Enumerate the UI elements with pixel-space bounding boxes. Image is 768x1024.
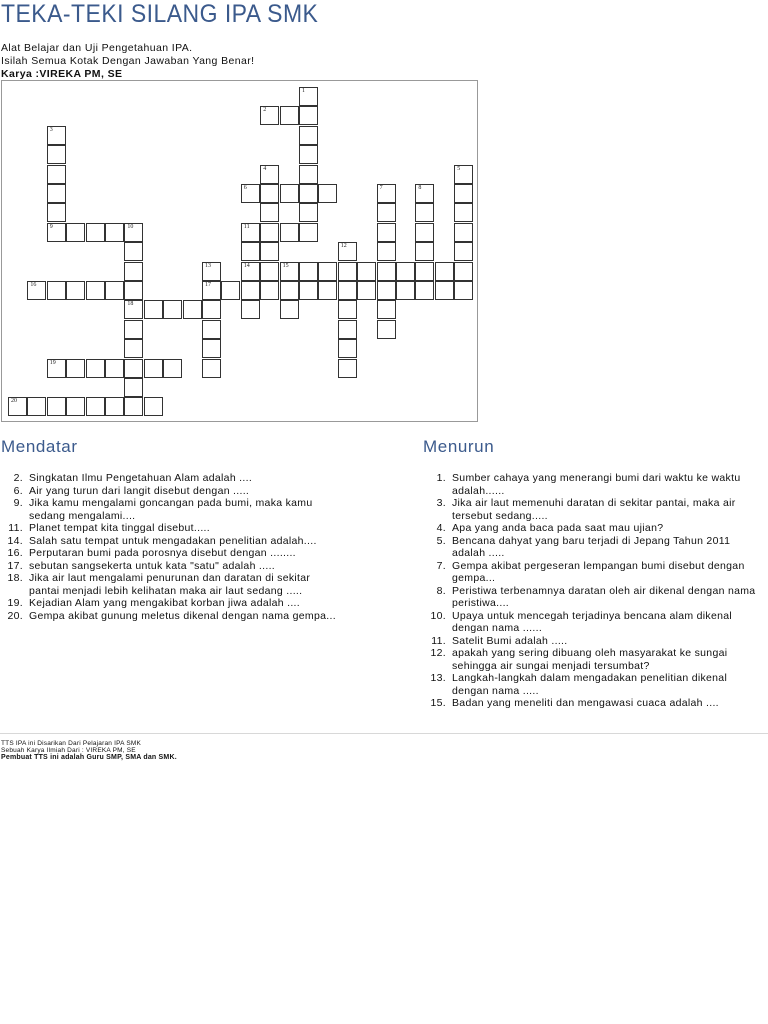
across-clue bbox=[0, 610, 342, 623]
down-clue bbox=[420, 697, 765, 710]
crossword-cell[interactable] bbox=[124, 223, 143, 242]
crossword-cell[interactable] bbox=[377, 300, 396, 319]
crossword-cell[interactable] bbox=[415, 203, 434, 222]
clue-text: Apa yang anda baca pada saat mau ujian? bbox=[452, 522, 664, 534]
crossword-cell[interactable] bbox=[124, 242, 143, 261]
crossword-cell[interactable] bbox=[299, 145, 318, 164]
crossword-cell[interactable] bbox=[396, 262, 415, 281]
down-clue-list bbox=[420, 472, 765, 710]
clue-number: 15. bbox=[430, 697, 446, 709]
cell-number: 4 bbox=[263, 165, 267, 172]
crossword-cell[interactable] bbox=[299, 184, 318, 203]
crossword-cell[interactable] bbox=[124, 262, 143, 281]
across-clue bbox=[0, 497, 342, 522]
across-clue bbox=[0, 547, 342, 560]
clue-text: Gempa akibat gunung meletus dikenal dengan nama gempa... bbox=[29, 609, 336, 622]
crossword-cell[interactable] bbox=[144, 300, 163, 319]
crossword-cell[interactable] bbox=[299, 281, 318, 300]
crossword-cell[interactable] bbox=[66, 281, 85, 300]
crossword-cell[interactable] bbox=[338, 300, 357, 319]
clue-text: Jika kamu mengalami goncangan pada bumi, maka kamu sedang mengalami.... bbox=[29, 497, 313, 522]
crossword-cell[interactable] bbox=[66, 359, 85, 378]
crossword-cell[interactable] bbox=[338, 339, 357, 358]
crossword-cell[interactable] bbox=[47, 126, 66, 145]
crossword-cell[interactable] bbox=[241, 242, 260, 261]
crossword-cell[interactable] bbox=[318, 281, 337, 300]
down-clue bbox=[420, 472, 765, 497]
crossword-cell[interactable] bbox=[241, 223, 260, 242]
clue-text: Kejadian Alam yang mengakibat korban jiwa adalah .... bbox=[29, 597, 300, 609]
across-clue bbox=[0, 560, 342, 573]
crossword-cell[interactable] bbox=[47, 184, 66, 203]
crossword-cell[interactable] bbox=[338, 359, 357, 378]
crossword-cell[interactable] bbox=[86, 397, 105, 416]
crossword-cell[interactable] bbox=[124, 359, 143, 378]
crossword-cell[interactable] bbox=[338, 262, 357, 281]
crossword-cell[interactable] bbox=[377, 203, 396, 222]
crossword-cell[interactable] bbox=[47, 281, 66, 300]
down-clue bbox=[420, 610, 765, 635]
down-clue bbox=[420, 497, 765, 522]
crossword-cell[interactable] bbox=[202, 262, 221, 281]
crossword-cell[interactable] bbox=[415, 281, 434, 300]
clue-number: 20. bbox=[7, 609, 23, 622]
crossword-cell[interactable] bbox=[299, 203, 318, 222]
crossword-cell[interactable] bbox=[280, 223, 299, 242]
crossword-cell[interactable] bbox=[280, 262, 299, 281]
clue-text: Upaya untuk mencegah terjadinya bencana alam dikenal dengan nama ...... bbox=[452, 609, 733, 634]
cell-number: 17 bbox=[205, 282, 211, 288]
clue-text: Badan yang meneliti dan mengawasi cuaca adalah .... bbox=[452, 697, 719, 709]
crossword-cell[interactable] bbox=[299, 106, 318, 125]
crossword-cell[interactable] bbox=[454, 203, 473, 222]
clue-number: 11. bbox=[8, 522, 23, 534]
clue-text: Singkatan Ilmu Pengetahuan Alam adalah .... bbox=[29, 472, 253, 484]
clue-text: Gempa akibat pergeseran lempangan bumi disebut dengan gempa... bbox=[452, 559, 745, 584]
footer-line-2: Sebuah Karya Ilmiah Dari : VIREKA PM, SE bbox=[1, 747, 136, 754]
clue-text: Peristiwa terbenamnya daratan oleh air dikenal dengan nama peristiwa.... bbox=[452, 584, 756, 609]
crossword-cell[interactable] bbox=[144, 359, 163, 378]
intro-line-1: Alat Belajar dan Uji Pengetahuan IPA. bbox=[1, 42, 193, 54]
crossword-cell[interactable] bbox=[202, 281, 221, 300]
crossword-cell[interactable] bbox=[202, 300, 221, 319]
crossword-cell[interactable] bbox=[260, 223, 279, 242]
crossword-cell[interactable] bbox=[377, 262, 396, 281]
across-heading: Mendatar bbox=[1, 437, 78, 456]
crossword-cell[interactable] bbox=[86, 359, 105, 378]
crossword-cell[interactable] bbox=[338, 242, 357, 261]
cell-number: 13 bbox=[205, 262, 211, 269]
crossword-cell[interactable] bbox=[86, 223, 105, 242]
crossword-cell[interactable] bbox=[260, 281, 279, 300]
clue-number: 6. bbox=[13, 484, 23, 497]
crossword-cell[interactable] bbox=[318, 262, 337, 281]
clue-number: 16. bbox=[7, 547, 23, 559]
clue-text: Air yang turun dari langit disebut dengan ..... bbox=[29, 484, 250, 497]
cell-number: 11 bbox=[243, 223, 250, 230]
crossword-cell[interactable] bbox=[299, 165, 318, 184]
cell-number: 18 bbox=[127, 301, 134, 308]
crossword-cell[interactable] bbox=[299, 126, 318, 145]
clue-text: Satelit Bumi adalah ..... bbox=[452, 634, 568, 647]
crossword-cell[interactable] bbox=[377, 184, 396, 203]
footer-divider bbox=[0, 733, 768, 734]
crossword-cell[interactable] bbox=[280, 184, 299, 203]
crossword-cell[interactable] bbox=[435, 281, 454, 300]
crossword-cell[interactable] bbox=[280, 300, 299, 319]
crossword-cell[interactable] bbox=[124, 281, 143, 300]
clue-number: 2. bbox=[13, 472, 23, 484]
crossword-cell[interactable] bbox=[454, 242, 473, 261]
clue-number: 8. bbox=[436, 584, 446, 597]
crossword-cell[interactable] bbox=[338, 281, 357, 300]
crossword-cell[interactable] bbox=[47, 145, 66, 164]
clue-text: apakah yang sering dibuang oleh masyarakat ke sungai sehingga air sungai menjadi tersumbat? bbox=[452, 647, 728, 672]
crossword-cell[interactable] bbox=[260, 262, 279, 281]
cell-number: 7 bbox=[379, 185, 383, 191]
crossword-cell[interactable] bbox=[454, 184, 473, 203]
crossword-cell[interactable] bbox=[202, 359, 221, 378]
crossword-cell[interactable] bbox=[86, 281, 105, 300]
crossword-cell[interactable] bbox=[377, 281, 396, 300]
crossword-cell[interactable] bbox=[105, 397, 124, 416]
clue-number: 5. bbox=[436, 534, 446, 547]
across-clue bbox=[0, 572, 342, 597]
crossword-cell[interactable] bbox=[260, 165, 279, 184]
intro-text bbox=[1, 42, 254, 81]
cell-number: 20 bbox=[11, 398, 17, 405]
clue-text: sebutan sangsekerta untuk kata "satu" adalah ..... bbox=[29, 559, 276, 572]
clue-text: Jika air laut memenuhi daratan di sekitar pantai, maka air tersebut sedang..... bbox=[452, 497, 736, 522]
clue-number: 19. bbox=[7, 597, 23, 609]
clue-number: 17. bbox=[7, 559, 23, 572]
crossword-cell[interactable] bbox=[105, 359, 124, 378]
crossword-cell[interactable] bbox=[415, 223, 434, 242]
crossword-cell[interactable] bbox=[124, 397, 143, 416]
cell-number: 15 bbox=[282, 262, 289, 269]
crossword-cell[interactable] bbox=[241, 262, 260, 281]
crossword-cell[interactable] bbox=[47, 165, 66, 184]
clue-number: 4. bbox=[436, 522, 446, 534]
across-clue bbox=[0, 535, 342, 548]
crossword-cell[interactable] bbox=[27, 281, 46, 300]
down-clue bbox=[420, 585, 765, 610]
down-clue bbox=[420, 535, 765, 560]
crossword-cell[interactable] bbox=[66, 223, 85, 242]
crossword-cell[interactable] bbox=[241, 300, 260, 319]
clue-number: 12. bbox=[430, 647, 446, 659]
clue-number: 11. bbox=[431, 634, 446, 647]
clue-number: 18. bbox=[7, 572, 23, 584]
clue-text: Salah satu tempat untuk mengadakan penelitian adalah.... bbox=[29, 534, 317, 547]
crossword-cell[interactable] bbox=[8, 397, 27, 416]
crossword-cell[interactable] bbox=[357, 262, 376, 281]
crossword-cell[interactable] bbox=[124, 339, 143, 358]
crossword-cell[interactable] bbox=[396, 281, 415, 300]
down-clue bbox=[420, 672, 765, 697]
crossword-cell[interactable] bbox=[338, 320, 357, 339]
down-clue bbox=[420, 647, 765, 672]
clue-number: 14. bbox=[7, 534, 23, 547]
crossword-cell[interactable] bbox=[377, 320, 396, 339]
crossword-cell[interactable] bbox=[202, 320, 221, 339]
cell-number: 19 bbox=[49, 359, 56, 366]
crossword-cell[interactable] bbox=[163, 300, 182, 319]
crossword-cell[interactable] bbox=[124, 320, 143, 339]
crossword-cell[interactable] bbox=[47, 397, 66, 416]
clue-number: 3. bbox=[436, 497, 446, 509]
clue-text: Langkah-langkah dalam mengadakan penelitian dikenal dengan nama ..... bbox=[452, 672, 728, 697]
crossword-cell[interactable] bbox=[260, 184, 279, 203]
cell-number: 12 bbox=[340, 243, 347, 250]
crossword-cell[interactable] bbox=[105, 223, 124, 242]
across-clue-list bbox=[0, 472, 342, 622]
down-heading: Menurun bbox=[423, 437, 495, 456]
crossword-cell[interactable] bbox=[241, 184, 260, 203]
crossword-cell[interactable] bbox=[415, 184, 434, 203]
clue-text: Perputaran bumi pada porosnya disebut dengan ........ bbox=[29, 547, 296, 559]
crossword-cell[interactable] bbox=[260, 106, 279, 125]
crossword-cell[interactable] bbox=[124, 378, 143, 397]
crossword-cell[interactable] bbox=[454, 165, 473, 184]
cell-number: 2 bbox=[263, 107, 267, 114]
crossword-cell[interactable] bbox=[454, 281, 473, 300]
crossword-cell[interactable] bbox=[415, 242, 434, 261]
crossword-cell[interactable] bbox=[280, 281, 299, 300]
down-clue bbox=[420, 522, 765, 535]
footer bbox=[1, 740, 177, 761]
clue-number: 1. bbox=[436, 472, 446, 484]
clue-text: Planet tempat kita tinggal disebut..... bbox=[29, 522, 210, 534]
intro-line-2: Isilah Semua Kotak Dengan Jawaban Yang Benar! bbox=[1, 55, 255, 67]
clue-number: 7. bbox=[436, 559, 446, 572]
clue-text: Bencana dahyat yang baru terjadi di Jepang Tahun 2011 adalah ..... bbox=[452, 534, 731, 559]
page-title: TEKA-TEKI SILANG IPA SMK bbox=[1, 0, 319, 28]
footer-line-1: TTS IPA ini Disarikan Dari Pelajaran IPA SMK bbox=[1, 740, 142, 747]
across-clue bbox=[0, 472, 342, 485]
cell-number: 8 bbox=[418, 185, 422, 191]
crossword-cell[interactable] bbox=[27, 397, 46, 416]
crossword-cell[interactable] bbox=[105, 281, 124, 300]
crossword-cell[interactable] bbox=[66, 397, 85, 416]
crossword-frame bbox=[1, 80, 478, 422]
down-clue bbox=[420, 635, 765, 648]
author-line: Karya :VIREKA PM, SE bbox=[1, 68, 123, 80]
clue-text: Sumber cahaya yang menerangi bumi dari waktu ke waktu adalah...... bbox=[452, 472, 741, 497]
crossword-cell[interactable] bbox=[435, 262, 454, 281]
crossword-cell[interactable] bbox=[241, 281, 260, 300]
cell-number: 6 bbox=[243, 185, 247, 191]
crossword-cell[interactable] bbox=[260, 242, 279, 261]
cell-number: 1 bbox=[302, 88, 305, 94]
crossword-cell[interactable] bbox=[299, 87, 318, 106]
cell-number: 3 bbox=[49, 126, 53, 133]
crossword-cell[interactable] bbox=[454, 223, 473, 242]
crossword-cell[interactable] bbox=[299, 262, 318, 281]
crossword-cell[interactable] bbox=[377, 223, 396, 242]
footer-line-3: Pembuat TTS ini adalah Guru SMP, SMA dan SMK. bbox=[1, 754, 177, 761]
across-clue bbox=[0, 485, 342, 498]
crossword-cell[interactable] bbox=[221, 281, 240, 300]
crossword-cell[interactable] bbox=[299, 223, 318, 242]
crossword-cell[interactable] bbox=[183, 300, 202, 319]
clue-number: 13. bbox=[430, 672, 446, 684]
crossword-cell[interactable] bbox=[377, 242, 396, 261]
crossword-cell[interactable] bbox=[280, 106, 299, 125]
clue-text: Jika air laut mengalami penurunan dan daratan di sekitar pantai menjadi lebih kelihatan maka air laut sedang ..... bbox=[29, 572, 311, 597]
cell-number: 14 bbox=[243, 262, 250, 269]
crossword-cell[interactable] bbox=[357, 281, 376, 300]
across-clue bbox=[0, 597, 342, 610]
crossword-cell[interactable] bbox=[454, 262, 473, 281]
clue-number: 10. bbox=[430, 609, 446, 622]
crossword-cell[interactable] bbox=[47, 203, 66, 222]
cell-number: 10 bbox=[127, 223, 134, 230]
crossword-cell[interactable] bbox=[47, 359, 66, 378]
cell-number: 9 bbox=[49, 223, 53, 230]
crossword-cell[interactable] bbox=[163, 359, 182, 378]
down-clue bbox=[420, 560, 765, 585]
crossword-cell[interactable] bbox=[144, 397, 163, 416]
across-clue bbox=[0, 522, 342, 535]
cell-number: 16 bbox=[30, 282, 37, 288]
crossword-cell[interactable] bbox=[124, 300, 143, 319]
clue-number: 9. bbox=[13, 497, 23, 509]
crossword-cell[interactable] bbox=[318, 184, 337, 203]
crossword-cell[interactable] bbox=[202, 339, 221, 358]
crossword-cell[interactable] bbox=[415, 262, 434, 281]
crossword-cell[interactable] bbox=[47, 223, 66, 242]
cell-number: 5 bbox=[457, 165, 461, 172]
crossword-cell[interactable] bbox=[260, 203, 279, 222]
